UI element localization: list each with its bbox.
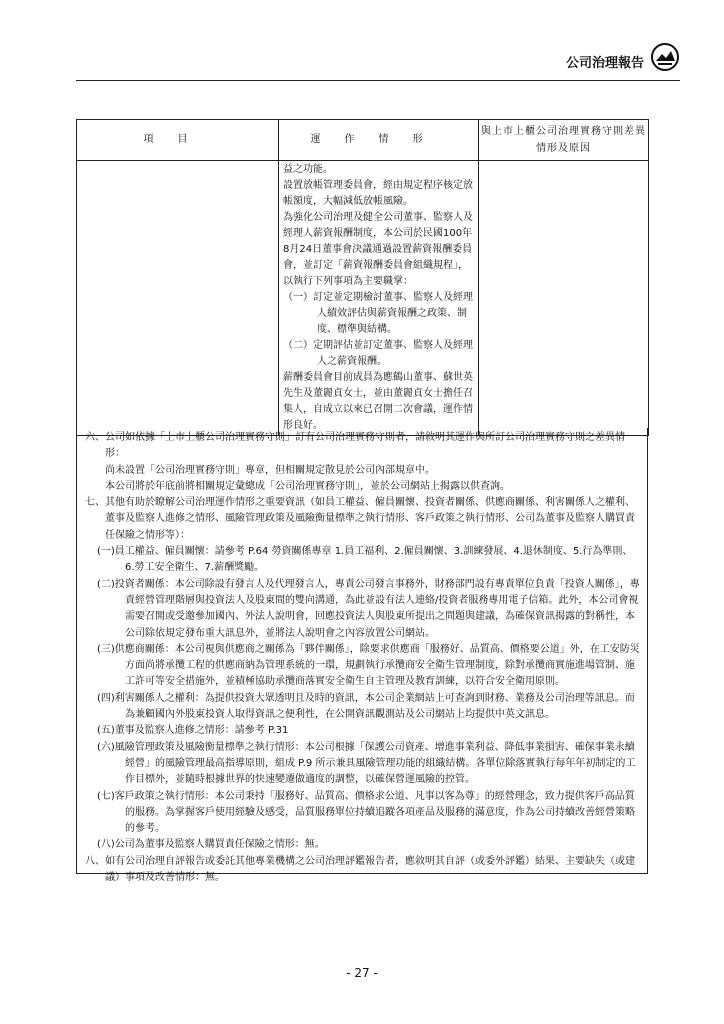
header-operation: 運作情形: [279, 120, 479, 161]
operation-line: 為強化公司治理及健全公司董事、監察人及經理人薪資報酬制度，本公司於民國100年8月24日董事會決議通過設置薪資報酬委員會，並訂定「薪資報酬委員會組織規程」，以執行下列事項為主要職掌：: [283, 212, 473, 287]
list-item: (七)客戶政策之執行情形：本公司秉持「服務好、品質高、價格求公道、凡事以客為尊」的經營理念，致力提供客戶高品質的服務。為掌握客戶使用經驗及感受，品質服務單位持續追蹤各項產品及服務的滿意度，作為公司持續改善經營策略的參考。: [97, 790, 635, 835]
section-text: 尚未設置「公司治理實務守則」專章，但相關規定散見於公司內部規章中。: [105, 464, 435, 476]
notes-block: [76, 428, 648, 884]
header-difference: 與上市上櫃公司治理實務守則差異情形及原因: [479, 120, 649, 161]
difference-cell: [479, 161, 649, 436]
header-rule: [76, 80, 680, 81]
list-item: (二)投資者關係：本公司除設有發言人及代理發言人，專責公司發言事務外，財務部門設有專責單位負責「投資人關係」，專責經營管理階層與投資法人及股東間的雙向溝通，為此並設有法人連絡/投資者服務專用電子信箱。此外，本公司會視需要召開或受邀參加國內、外法人說明會，回應投資法人與股東所提出之問題與建議，為確保資訊揭露的對稱性，本公司除依規定發布重大訊息外，並將法人說明會之內容放置公司網站。: [97, 578, 640, 639]
header-title: 公司治理報告: [565, 56, 644, 71]
item-cell: [77, 161, 279, 436]
section-text: 本公司將於年底前將相關規定彙總成「公司治理實務守則」，並於公司網站上揭露以供查詢。: [105, 480, 510, 492]
header-item: 項目: [77, 120, 279, 161]
list-item: (五)董事及監察人進修之情形：請參考 P.31: [97, 725, 289, 737]
operation-line: （一）訂定並定期檢討董事、監察人及經理人績效評估與薪資報酬之政策、制度、標準與結構。: [283, 292, 473, 335]
company-emblem-icon: [650, 42, 680, 72]
table-row: [77, 161, 649, 436]
operation-line: 設置放帳管理委員會，經由規定程序核定放帳額度，大幅減低放帳風險。: [283, 180, 473, 207]
list-item: (一)員工權益、僱員關懷：請參考 P.64 勞資關係專章 1.員工福利、2.僱員關懷、3.訓練發展、4.退休制度、5.行為準則、6.勞工安全衛生、7.薪酬獎勵。: [97, 546, 633, 574]
section-heading: 六、公司如依據「上市上櫃公司治理實務守則」訂有公司治理實務守則者，請敘明其運作與所訂公司治理實務守則之差異情形：: [85, 432, 625, 460]
section-heading: 八、如有公司治理自評報告或委託其他專業機構之公司治理評鑑報告者，應敘明其自評（或委外評鑑）結果、主要缺失（或建議）事項及改善情形：無。: [85, 855, 635, 884]
list-item: (四)利害關係人之權利：為提供投資大眾透明且及時的資訊，本公司企業網站上可查詢到財務、業務及公司治理等訊息。而為兼顧國內外股東投資人取得資訊之便利性，在公開資訊觀測站及公司網站上均提供中英文訊息。: [97, 692, 635, 721]
list-item: (六)風險管理政策及風險衡量標準之執行情形：本公司根據「保護公司資產、增進事業利益、降低事業損害、確保事業永續經營」的風險管理最高指導原則，組成 P.9 所示兼具風險管理功能的組織結構。各單位除落實執行每年年初制定的工作目標外，並隨時根據世界的快速變遷做適度的調整，以確保營運風險的控管。: [97, 741, 636, 786]
operation-line: 益之功能。: [283, 164, 333, 175]
section-heading: 七、其他有助於瞭解公司治理運作情形之重要資訊（如員工權益、僱員關懷、投資者關係、供應商關係、利害關係人之權利、董事及監察人進修之情形、風險管理政策及風險衡量標準之執行情形、客戶政策之執行情形、公司為董事及監察人購買責任保險之情形等）：: [85, 497, 635, 541]
list-item: (八)公司為董事及監察人購買責任保險之情形：無。: [97, 839, 325, 851]
operation-line: （二）定期評估並訂定董事、監察人及經理人之薪資報酬。: [283, 340, 473, 367]
operation-cell: [279, 161, 479, 436]
page-number: - 27 -: [346, 966, 378, 980]
operation-line: 薪酬委員會目前成員為應鶴山董事、蘇世英先生及董麗貞女士，並由董麗貞女士擔任召集人，自成立以來已召開二次會議，運作情形良好。: [283, 372, 473, 431]
list-item: (三)供應商關係：本公司視與供應商之關係為「夥伴關係」，除要求供應商「服務好、品質高、價格要公道」外，在工安防災方面尚將承攬工程的供應商納為管理系統的一環，規劃執行承攬商安全衛生管理制度，除對承攬商實施進場管制、施工許可等安全措施外，並積極協助承攬商落實安全衛生自主管理及教育訓練，以符合安全衛用原則。: [97, 643, 640, 688]
table-header-row: [77, 120, 649, 161]
governance-table: [76, 119, 649, 436]
